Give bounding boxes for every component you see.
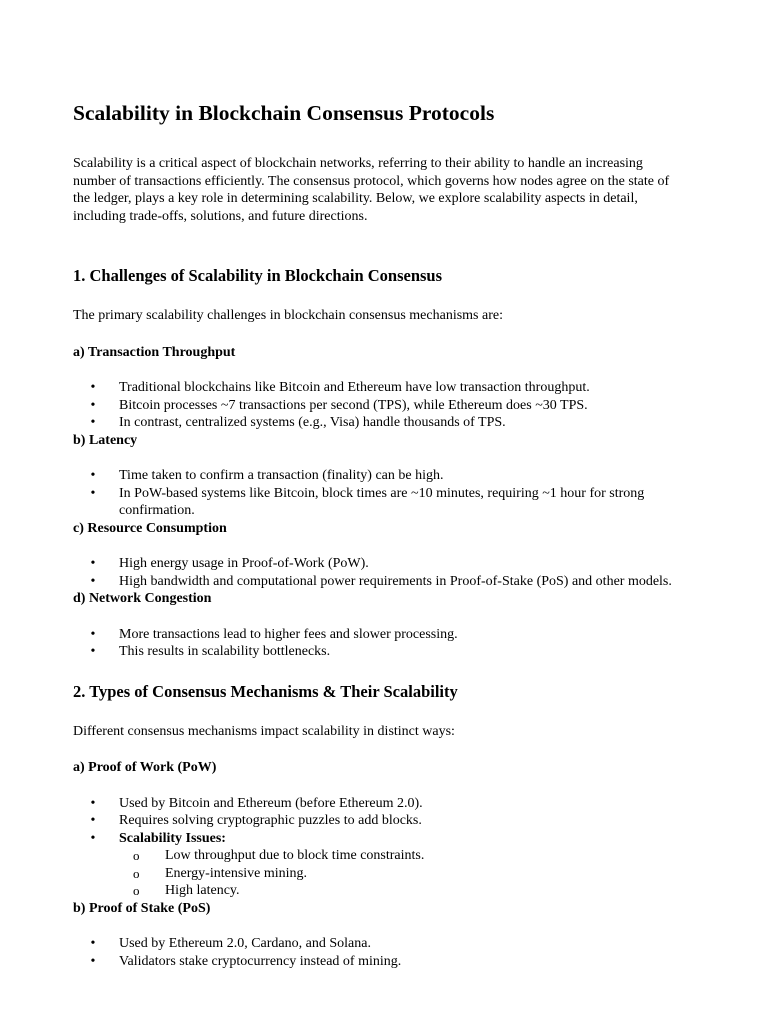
list-item: • High energy usage in Proof-of-Work (PoW).	[73, 555, 688, 573]
bullet-icon: •	[90, 644, 96, 659]
bullet-icon: •	[90, 795, 96, 811]
list-item: • In PoW-based systems like Bitcoin, block times are ~10 minutes, requiring ~1 hour for strong confirmation.	[73, 485, 688, 520]
subsection-1d-list	[73, 626, 688, 661]
bullet-icon: •	[90, 830, 96, 846]
subsection-1b-heading: b) Latency	[73, 432, 138, 448]
bullet-icon: •	[90, 936, 96, 951]
bullet-icon: •	[90, 380, 96, 395]
list-item: • Bitcoin processes ~7 transactions per second (TPS), while Ethereum does ~30 TPS.	[73, 397, 688, 415]
list-item: • Used by Bitcoin and Ethereum (before Ethereum 2.0).	[73, 795, 688, 813]
section-2-lead: Different consensus mechanisms impact scalability in distinct ways:	[73, 723, 455, 739]
list-item: • Time taken to confirm a transaction (finality) can be high.	[73, 467, 688, 485]
list-item: • More transactions lead to higher fees and slower processing.	[73, 626, 688, 644]
bullet-icon: •	[90, 953, 96, 969]
circle-bullet-icon: o	[133, 883, 140, 898]
subsection-2a-heading: a) Proof of Work (PoW)	[73, 760, 217, 775]
subsection-1a-heading: a) Transaction Throughput	[73, 344, 236, 360]
section-1-heading: 1. Challenges of Scalability in Blockchain Consensus	[73, 266, 443, 285]
sub-list-item: o Low throughput due to block time constraints.	[133, 848, 425, 863]
list-item: • Validators stake cryptocurrency instead of mining.	[73, 953, 688, 971]
list-item: • Traditional blockchains like Bitcoin and Ethereum have low transaction throughput.	[73, 379, 688, 397]
section-1-lead: The primary scalability challenges in blockchain consensus mechanisms are:	[73, 308, 503, 323]
bullet-icon: •	[90, 485, 96, 501]
subsection-2a-list	[73, 795, 688, 900]
bullet-icon: •	[90, 813, 96, 828]
bullet-icon: •	[90, 626, 96, 642]
bullet-icon: •	[90, 556, 96, 571]
list-item: • High bandwidth and computational power requirements in Proof-of-Stake (PoS) and other models.	[73, 573, 688, 591]
sub-list-item: o High latency.	[133, 883, 240, 898]
circle-bullet-icon: o	[133, 848, 140, 863]
list-item	[73, 830, 688, 900]
subsection-1b-list	[73, 467, 688, 520]
subsection-1c-heading: c) Resource Consumption	[73, 520, 227, 536]
bullet-icon: •	[90, 415, 96, 430]
subsection-2b-heading: b) Proof of Stake (PoS)	[73, 900, 211, 916]
subsection-2b-list	[73, 935, 688, 970]
scalability-issues-list	[119, 847, 688, 900]
section-2-heading: 2. Types of Consensus Mechanisms & Their Scalability	[73, 681, 458, 701]
subsection-1d-heading: d) Network Congestion	[73, 591, 212, 606]
list-item: • This results in scalability bottlenecks.	[73, 643, 688, 661]
document-title: Scalability in Blockchain Consensus Protocols	[73, 101, 495, 125]
subsection-1a-list	[73, 379, 688, 432]
intro-paragraph: Scalability is a critical aspect of blockchain networks, referring to their ability to handle an increasing number of transactions efficiently. The consensus protocol, which governs how nodes agree on the state of the ledger, plays a key role in determining scalability. Below, we explore scalability aspects in detail, including trade-offs, solutions, and future directions.	[73, 156, 670, 224]
bullet-icon: •	[90, 468, 96, 483]
scalability-issues-label: Scalability Issues:	[119, 830, 226, 846]
bullet-icon: •	[90, 397, 96, 413]
subsection-1c-list	[73, 555, 688, 590]
list-item: • Requires solving cryptographic puzzles to add blocks.	[73, 812, 688, 830]
list-item: • In contrast, centralized systems (e.g., Visa) handle thousands of TPS.	[73, 414, 688, 432]
sub-list-item: o Energy-intensive mining.	[133, 865, 308, 881]
list-item: • Used by Ethereum 2.0, Cardano, and Solana.	[73, 935, 688, 953]
document-page	[73, 98, 688, 970]
bullet-icon: •	[90, 573, 96, 589]
circle-bullet-icon: o	[133, 865, 140, 881]
